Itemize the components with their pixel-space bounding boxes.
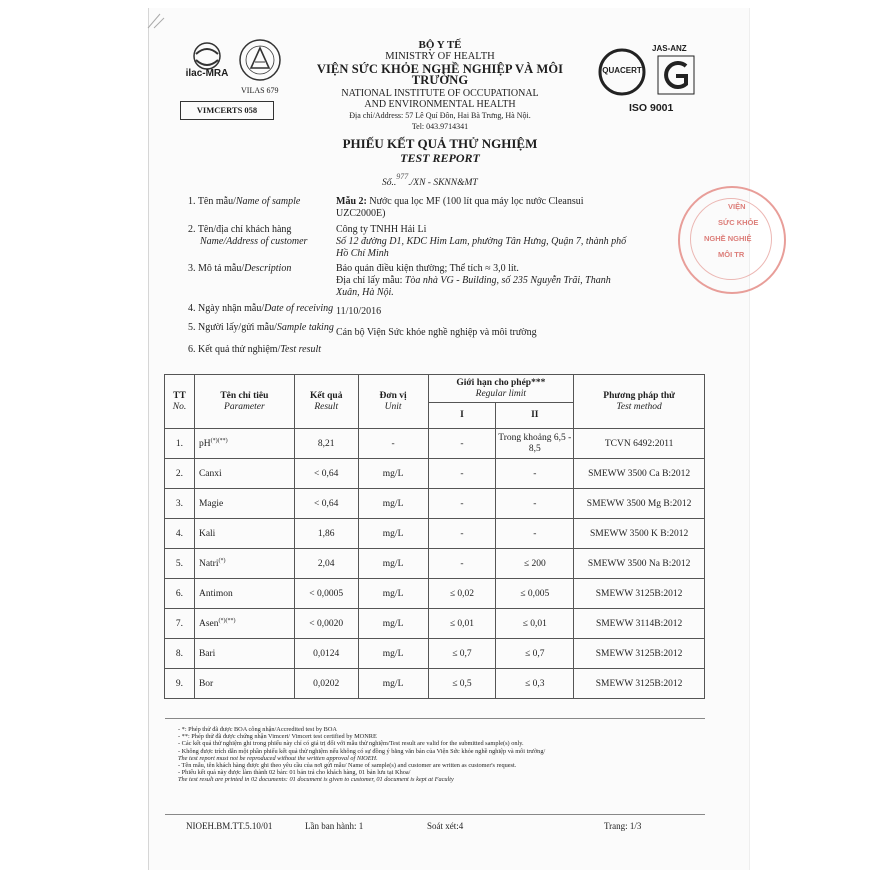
footnote-line: - Không được trích dẫn một phần phiếu kết quả thử nghiệm nếu không có sự đồng ý bằng văn bản của Viện Sức khỏe nghề nghiệp và môi trường/ xyxy=(178,747,546,755)
cell-param: Canxi xyxy=(194,459,294,489)
cell-lim2: ≤ 0,3 xyxy=(496,669,574,699)
table-row xyxy=(165,609,705,639)
cell-unit: mg/L xyxy=(358,669,428,699)
cell-lim2: ≤ 200 xyxy=(496,549,574,579)
cell-lim1: ≤ 0,02 xyxy=(428,579,496,609)
col-header-tt: TT No. xyxy=(165,375,195,429)
cell-method: SMEWW 3125B:2012 xyxy=(574,579,705,609)
cell-no: 8. xyxy=(165,639,195,669)
cell-result: < 0,64 xyxy=(294,489,358,519)
vilas-accreditation-logo xyxy=(238,38,282,84)
cell-lim2: ≤ 0,005 xyxy=(496,579,574,609)
footnote-line: - Tên mẫu, tên khách hàng được ghi theo yêu cầu của nơi gửi mẫu/ Name of sample(s) and customer are written as customer's request. xyxy=(178,762,517,770)
red-seal-stamp: VIỆN SỨC KHỎE NGHỀ NGHIỆ MÔI TR xyxy=(678,186,786,294)
cell-lim2: - xyxy=(496,519,574,549)
cell-param: Natri(*) xyxy=(194,549,294,579)
cell-no: 1. xyxy=(165,429,195,459)
vimcerts-box: VIMCERTS 058 xyxy=(180,101,274,120)
cell-method: SMEWW 3500 Na B:2012 xyxy=(574,549,705,579)
table-row xyxy=(165,519,705,549)
cell-no: 9. xyxy=(165,669,195,699)
col-header-limit-i: I xyxy=(428,403,496,429)
cell-no: 2. xyxy=(165,459,195,489)
ilac-logo-text: ilac-MRA xyxy=(185,68,229,79)
report-number: Số..$^{977}$./XN - SKNN&MT xyxy=(382,172,478,188)
cell-lim1: - xyxy=(428,549,496,579)
cell-lim2: - xyxy=(496,489,574,519)
footer-page: Trang: 1/3 xyxy=(604,821,642,831)
table-row xyxy=(165,579,705,609)
table-row xyxy=(165,669,705,699)
cell-method: SMEWW 3125B:2012 xyxy=(574,669,705,699)
cell-no: 5. xyxy=(165,549,195,579)
table-row xyxy=(165,639,705,669)
table-row xyxy=(165,549,705,579)
cell-unit: mg/L xyxy=(358,609,428,639)
cell-unit: mg/L xyxy=(358,579,428,609)
corner-fold-mark xyxy=(146,6,170,30)
footer-review: Soát xét:4 xyxy=(427,821,464,831)
cell-lim1: - xyxy=(428,429,496,459)
cell-param: Asen(*)(**) xyxy=(194,609,294,639)
report-number-handwritten: 977 xyxy=(396,172,409,181)
cell-result: < 0,0020 xyxy=(294,609,358,639)
report-title-vn: PHIẾU KẾT QUẢ THỬ NGHIỆM xyxy=(342,136,538,151)
jas-anz-text: JAS-ANZ xyxy=(652,44,687,53)
institute-tel: Tel: 043.9714341 xyxy=(411,122,469,131)
institute-en-line1: NATIONAL INSTITUTE OF OCCUPATIONAL xyxy=(341,88,539,99)
cell-result: 8,21 xyxy=(294,429,358,459)
cell-param: Bari xyxy=(194,639,294,669)
cell-param: pH(*)(**) xyxy=(194,429,294,459)
results-table xyxy=(164,374,705,699)
sample-info: 1. Tên mẫu/Name of sample Mẫu 2: Nước qua lọc MF (100 lít qua máy lọc nước Cleansui UZC2000E) 2. Tên/địa chỉ khách hàng Name/Address of customer Công ty TNHH Hải Li Số 12 đường D1, KDC Him Lam, phường Tân Hưng, Quận 7, thành phố Hồ Chí Minh 3. Mô tả mẫu/Description Bảo quản điều kiện thường; Thể tích ≈ 3,0 lít. Địa chỉ lấy mẫu: Tòa nhà VG - Building, số 235 Nguyễn Trãi, Thanh Xuân, Hà Nội. 4. Ngày nhận mẫu/Date of receiving 11/10/2016 5. Người lấy/gửi mẫu/Sample taking Cán bộ Viện Sức khỏe nghề nghiệp và môi trường 6. Kết quả thử nghiệm/Test result xyxy=(188,196,627,355)
cell-lim1: - xyxy=(428,519,496,549)
cell-unit: mg/L xyxy=(358,489,428,519)
ministry-en: MINISTRY OF HEALTH xyxy=(385,51,495,62)
cell-lim2: - xyxy=(496,459,574,489)
quacert-logo xyxy=(598,44,704,102)
col-header-limit-ii: II xyxy=(496,403,574,429)
cell-lim2: ≤ 0,01 xyxy=(496,609,574,639)
institute-address: Địa chỉ/Address: 57 Lê Quí Đôn, Hai Bà Trưng, Hà Nội. xyxy=(349,111,531,120)
cell-method: SMEWW 3500 Mg B:2012 xyxy=(574,489,705,519)
institute-vn: VIỆN SỨC KHỎE NGHỀ NGHIỆP VÀ MÔI TRƯỜNG xyxy=(316,62,564,87)
cell-param: Bor xyxy=(194,669,294,699)
table-row xyxy=(165,429,705,459)
cell-method: TCVN 6492:2011 xyxy=(574,429,705,459)
cell-lim1: - xyxy=(428,489,496,519)
table-row xyxy=(165,489,705,519)
cell-result: < 0,0005 xyxy=(294,579,358,609)
cell-no: 3. xyxy=(165,489,195,519)
footnote-line: The test result are printed in 02 documents: 01 document is given to customer, 01 document is kept at Faculty xyxy=(178,776,454,784)
cell-unit: mg/L xyxy=(358,459,428,489)
col-header-result: Kết quả Result xyxy=(294,375,358,429)
cell-param: Antimon xyxy=(194,579,294,609)
cell-lim1: ≤ 0,7 xyxy=(428,639,496,669)
footnote-line: - Phiếu kết quả này được làm thành 02 bản: 01 bản trả cho khách hàng, 01 bản lưu tại Khoa/ xyxy=(178,769,411,777)
cell-no: 4. xyxy=(165,519,195,549)
ilac-mra-logo xyxy=(178,40,236,82)
footer-issue: Lần ban hành: 1 xyxy=(305,821,364,831)
footnote-line: - *: Phép thử đã được BOA công nhận/Accredited test by BOA xyxy=(178,726,337,733)
ministry-vn: BỘ Y TẾ xyxy=(418,39,462,51)
footer-divider xyxy=(165,814,705,815)
cell-lim1: ≤ 0,5 xyxy=(428,669,496,699)
col-header-param: Tên chỉ tiêu Parameter xyxy=(194,375,294,429)
cell-no: 7. xyxy=(165,609,195,639)
footer-form-code: NIOEH.BM.TT.5.10/01 xyxy=(186,821,273,831)
cell-result: 2,04 xyxy=(294,549,358,579)
col-header-limit: Giới hạn cho phép*** Regular limit xyxy=(428,375,574,403)
table-row xyxy=(165,459,705,489)
cell-lim1: ≤ 0,01 xyxy=(428,609,496,639)
cell-lim2: ≤ 0,7 xyxy=(496,639,574,669)
col-header-method: Phương pháp thử Test method xyxy=(574,375,705,429)
cell-method: SMEWW 3500 K B:2012 xyxy=(574,519,705,549)
footnote-line: - Các kết quả thử nghiệm ghi trong phiếu này chỉ có giá trị đối với mẫu thử nghiệm/Test result are valid for the submitted sample(s) only. xyxy=(178,740,524,748)
cell-lim1: - xyxy=(428,459,496,489)
footnote-line: The test report must not be reproduced without the written approval of NIOEH. xyxy=(178,754,378,762)
institute-en-line2: AND ENVIRONMENTAL HEALTH xyxy=(364,99,516,110)
cell-method: SMEWW 3500 Ca B:2012 xyxy=(574,459,705,489)
cell-lim2: Trong khoảng 6,5 - 8,5 xyxy=(496,429,574,459)
quacert-text: QUACERT xyxy=(602,66,642,75)
footnote-divider xyxy=(165,718,705,719)
cell-unit: mg/L xyxy=(358,639,428,669)
cell-no: 6. xyxy=(165,579,195,609)
cell-unit: mg/L xyxy=(358,519,428,549)
institute-header xyxy=(300,40,580,132)
cell-method: SMEWW 3114B:2012 xyxy=(574,609,705,639)
cell-unit: mg/L xyxy=(358,549,428,579)
iso-label: ISO 9001 xyxy=(629,102,674,114)
cell-result: 1,86 xyxy=(294,519,358,549)
cell-param: Magie xyxy=(194,489,294,519)
report-title-en: TEST REPORT xyxy=(400,151,480,165)
cell-result: < 0,64 xyxy=(294,459,358,489)
col-header-unit: Đơn vị Unit xyxy=(358,375,428,429)
cell-method: SMEWW 3125B:2012 xyxy=(574,639,705,669)
footnotes xyxy=(178,726,678,784)
footnote-line: - **: Phép thử đã được chứng nhận Vimcert/ Vimcert test certified by MONRE xyxy=(178,733,377,741)
cell-result: 0,0202 xyxy=(294,669,358,699)
cell-result: 0,0124 xyxy=(294,639,358,669)
cell-param: Kali xyxy=(194,519,294,549)
vilas-label: VILAS 679 xyxy=(241,86,279,95)
cell-unit: - xyxy=(358,429,428,459)
